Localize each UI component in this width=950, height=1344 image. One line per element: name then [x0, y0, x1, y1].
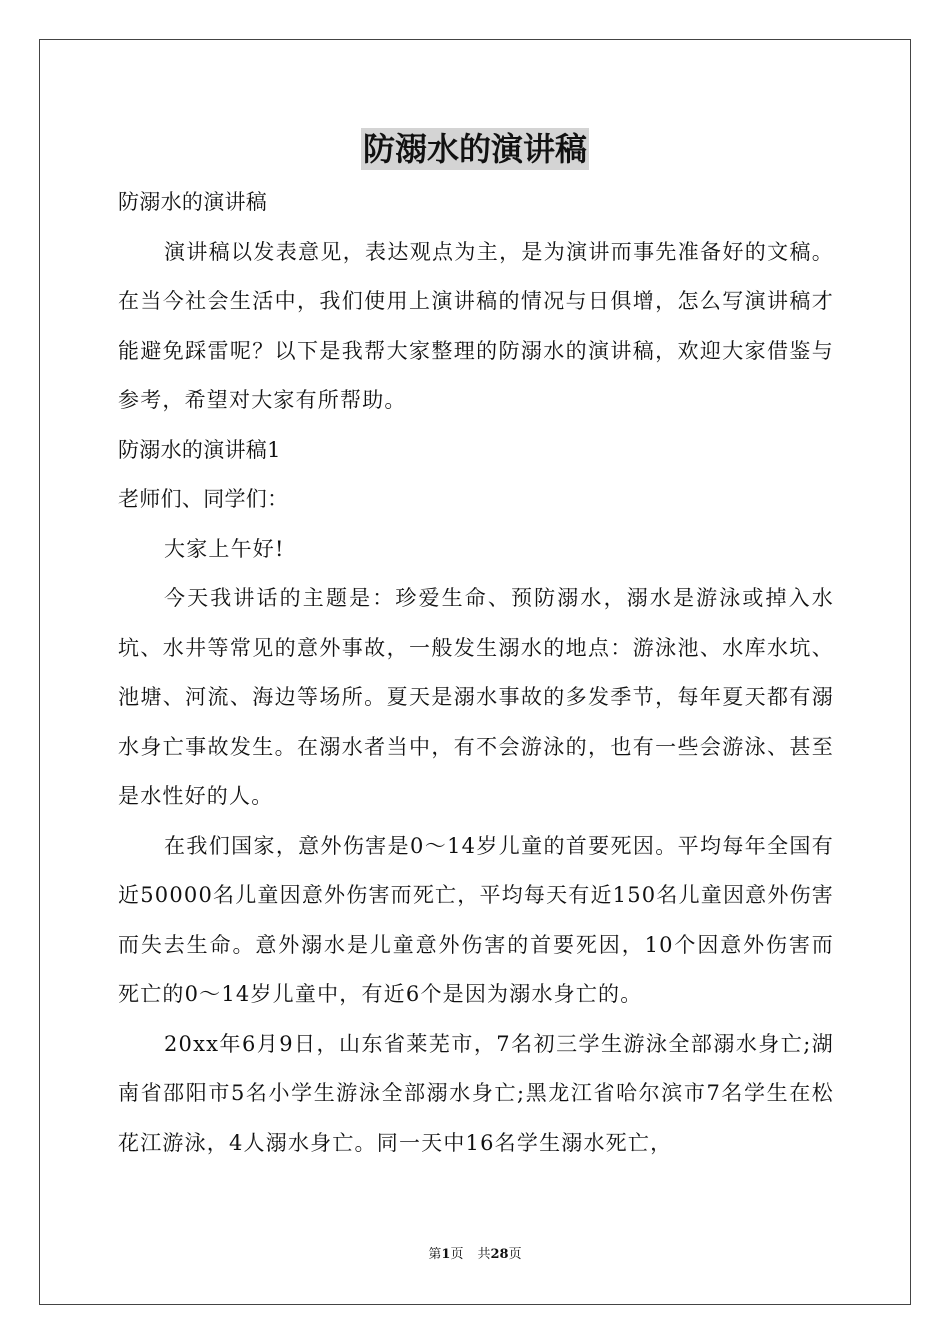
document-body	[118, 178, 834, 1168]
total-prefix: 共	[477, 1247, 491, 1262]
page-prefix: 第	[428, 1247, 442, 1262]
total-suffix: 页	[508, 1247, 522, 1262]
paragraph-section-heading: 防溺水的演讲稿1	[118, 437, 281, 462]
page-number: 1	[441, 1247, 451, 1262]
page-suffix: 页	[450, 1247, 464, 1262]
paragraph-salutation: 老师们、同学们：	[118, 487, 289, 511]
page-footer	[0, 1246, 950, 1264]
total-pages: 28	[490, 1247, 509, 1262]
title-container	[0, 128, 950, 170]
paragraph-incidents: 20xx年6月9日，山东省莱芜市，7名初三学生游泳全部溺水身亡;湖南省邵阳市5名小学生游泳全部溺水身亡;黑龙江省哈尔滨市7名学生在松花江游泳，4人溺水身亡。同一天中16名学生溺水死亡，	[118, 1031, 834, 1155]
paragraph-greeting: 大家上午好!	[164, 536, 285, 561]
paragraph-topic: 今天我讲话的主题是：珍爱生命、预防溺水，溺水是游泳或掉入水坑、水井等常见的意外事故，一般发生溺水的地点：游泳池、水库水坑、池塘、河流、海边等场所。夏天是溺水事故的多发季节，每年夏天都有溺水身亡事故发生。在溺水者当中，有不会游泳的，也有一些会游泳、甚至是水性好的人。	[118, 586, 834, 808]
paragraph-subtitle: 防溺水的演讲稿	[118, 190, 268, 214]
document-title: 防溺水的演讲稿	[362, 130, 587, 168]
paragraph-intro: 演讲稿以发表意见，表达观点为主，是为演讲而事先准备好的文稿。在当今社会生活中，我们使用上演讲稿的情况与日俱增，怎么写演讲稿才能避免踩雷呢？以下是我帮大家整理的防溺水的演讲稿，欢迎大家借鉴与参考，希望对大家有所帮助。	[118, 239, 834, 412]
paragraph-statistics: 在我们国家，意外伤害是0～14岁儿童的首要死因。平均每年全国有近50000名儿童因意外伤害而死亡，平均每天有近150名儿童因意外伤害而失去生命。意外溺水是儿童意外伤害的首要死因，10个因意外伤害而死亡的0～14岁儿童中，有近6个是因为溺水身亡的。	[118, 833, 834, 1006]
